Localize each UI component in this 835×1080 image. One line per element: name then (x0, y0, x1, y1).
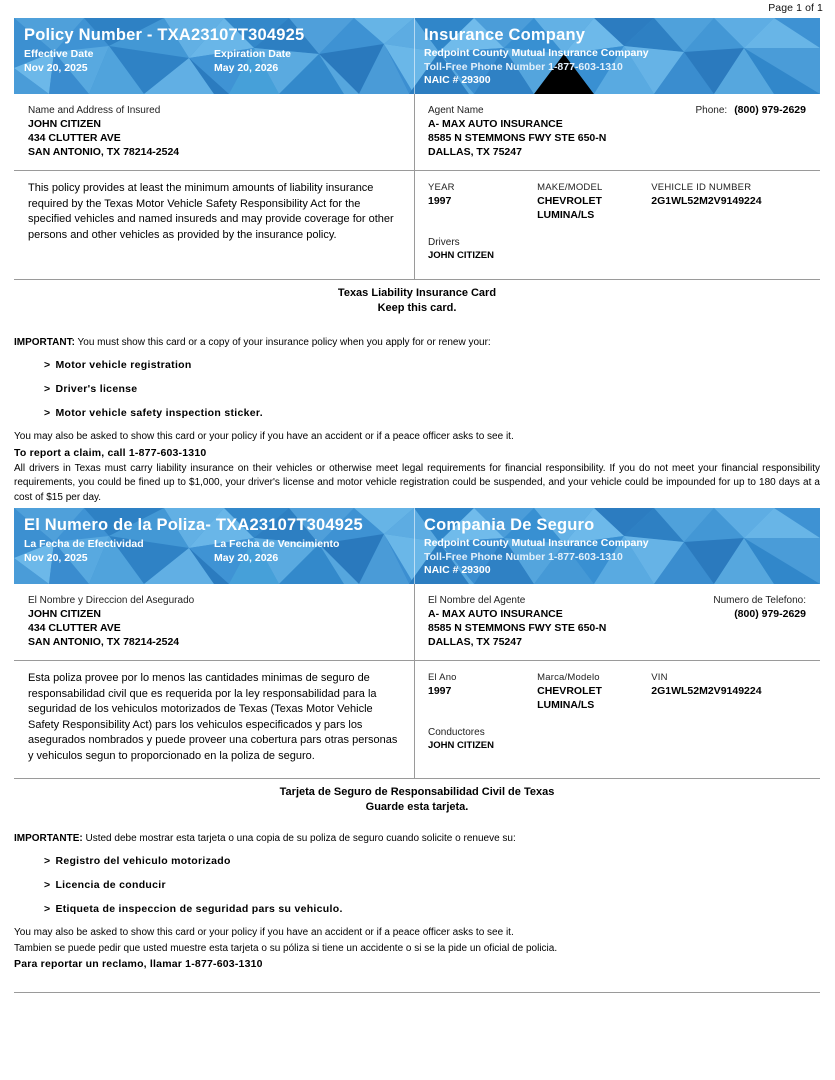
vehicle-year-value-es: 1997 (428, 685, 452, 697)
effective-date-label: Effective Date (24, 48, 94, 60)
description-and-vehicle-row (14, 171, 820, 280)
spanish-card-title (14, 785, 820, 815)
spanish-card-header-band (14, 508, 820, 584)
header-band-divider (414, 18, 415, 94)
insured-address-line1-es: 434 CLUTTER AVE (28, 622, 121, 634)
requirement-bullet-label-es: Registro del vehiculo motorizado (55, 855, 231, 867)
naic-number-es: NAIC # 29300 (424, 564, 491, 576)
page-indicator: Page 1 of 1 (768, 2, 823, 14)
agent-address-line2-es: DALLAS, TX 75247 (428, 636, 522, 648)
vehicle-make-value-es: CHEVROLET (537, 685, 602, 697)
drivers-value-es: JOHN CITIZEN (428, 740, 494, 751)
drivers-label: Drivers (428, 237, 460, 248)
arrow-icon: > (44, 407, 51, 419)
policy-description-cell (14, 171, 414, 279)
agent-address-line1: 8585 N STEMMONS FWY STE 650-N (428, 132, 607, 144)
agent-phone-value: (800) 979-2629 (734, 104, 806, 116)
agent-name: A- MAX AUTO INSURANCE (428, 118, 563, 130)
agent-address-line1-es: 8585 N STEMMONS FWY STE 650-N (428, 622, 607, 634)
vehicle-vin-label: VEHICLE ID NUMBER (651, 182, 752, 193)
requirement-bullet-label: Driver's license (55, 383, 138, 395)
agent-label-es: El Nombre del Agente (428, 595, 526, 606)
important-notice-line-es (14, 832, 820, 846)
important-notice-line (14, 336, 820, 350)
naic-number: NAIC # 29300 (424, 74, 491, 86)
requirement-bullet (44, 382, 820, 396)
expiration-date-value: May 20, 2026 (214, 62, 279, 74)
requirement-bullet-label: Motor vehicle registration (55, 359, 192, 371)
insurance-company-block-es (414, 508, 820, 584)
agent-header-es (428, 594, 810, 649)
requirement-bullet (44, 406, 820, 420)
arrow-icon: > (44, 879, 51, 891)
insured-and-agent-row-es (14, 584, 820, 661)
legal-paragraph: All drivers in Texas must carry liability insurance on their vehicles or otherwise meet legal requirements for financial responsibility. If you do not meet your financial responsibility requirements, you could be fined up to $1,000, your driver's license and motor vehicle registration could be suspended, and your vehicle could be impounded for up to 180 days at a cost of $15 per day. (14, 462, 820, 503)
vehicle-year-block-es (428, 671, 537, 712)
spanish-notices (14, 832, 820, 973)
insurance-company-block (414, 18, 820, 94)
vehicle-year-label: YEAR (428, 182, 455, 193)
requirement-bullet-es (44, 854, 820, 868)
vehicle-year-value: 1997 (428, 195, 452, 207)
policy-number-title: Policy Number - TXA23107T304925 (24, 26, 305, 44)
vehicle-vin-value-es: 2G1WL52M2V9149224 (651, 685, 762, 697)
agent-name-es: A- MAX AUTO INSURANCE (428, 608, 563, 620)
tollfree-phone-line (424, 61, 810, 75)
insured-address-line2-es: SAN ANTONIO, TX 78214-2524 (28, 636, 180, 648)
insurance-company-title-es: Compania De Seguro (424, 516, 595, 534)
spanish-insurance-card (14, 508, 820, 815)
expiration-date-block (214, 47, 404, 75)
vehicle-make-label-es: Marca/Modelo (537, 672, 600, 683)
vehicle-grid (428, 181, 810, 222)
expiration-date-label: Expiration Date (214, 48, 292, 60)
insured-cell-es (14, 584, 414, 660)
vehicle-cell-es (414, 661, 820, 778)
expiration-date-value-es: May 20, 2026 (214, 552, 279, 564)
important-text: You must show this card or a copy of your insurance policy when you apply for or renew your: (74, 337, 491, 348)
requirement-bullet-label-es: Etiqueta de inspeccion de seguridad pars su vehiculo. (55, 903, 343, 915)
effective-date-label-es: La Fecha de Efectividad (24, 538, 144, 550)
agent-phone-label-es: Numero de Telefono: (713, 595, 806, 606)
vehicle-model-value: LUMINA/LS (537, 209, 595, 221)
header-band-divider (414, 508, 415, 584)
also-asked-line-en: You may also be asked to show this card or your policy if you have an accident or if a peace officer asks to see it. (14, 927, 514, 938)
vehicle-vin-block (651, 181, 810, 222)
insured-label-es: El Nombre y Direccion del Asegurado (28, 595, 195, 606)
agent-phone-es (713, 594, 810, 621)
english-notices (14, 336, 820, 505)
also-asked-line-es: Tambien se puede pedir que usted muestre esta tarjeta o su póliza si tiene un accidente o si se la pide un oficial de policia. (14, 942, 558, 954)
tollfree-phone-value-es: 1-877-603-1310 (548, 550, 623, 563)
row-divider (414, 171, 415, 279)
tollfree-phone-value: 1-877-603-1310 (548, 60, 623, 73)
vehicle-year-block (428, 181, 537, 222)
also-asked-line: You may also be asked to show this card or your policy if you have an accident or if a peace officer asks to see it. (14, 431, 514, 442)
drivers-label-es: Conductores (428, 727, 485, 738)
card-title-line2-es: Guarde esta tarjeta. (365, 801, 469, 813)
requirement-bullet-label: Motor vehicle safety inspection sticker. (55, 407, 263, 419)
effective-date-block-es (24, 537, 214, 565)
insurance-company-name: Redpoint County Mutual Insurance Company (424, 47, 649, 59)
expiration-date-label-es: La Fecha de Vencimiento (214, 538, 340, 550)
agent-phone-value-es: (800) 979-2629 (734, 608, 806, 620)
agent-label: Agent Name (428, 105, 484, 116)
vehicle-vin-value: 2G1WL52M2V9149224 (651, 195, 762, 207)
insured-address-line1: 434 CLUTTER AVE (28, 132, 121, 144)
vehicle-make-block (537, 181, 651, 222)
report-claim-line-es: Para reportar un reclamo, llamar 1-877-603-1310 (14, 958, 263, 970)
insured-address-line2: SAN ANTONIO, TX 78214-2524 (28, 146, 180, 158)
drivers-value: JOHN CITIZEN (428, 250, 494, 261)
policy-summary-block-es (14, 508, 414, 584)
effective-date-value-es: Nov 20, 2025 (24, 552, 88, 564)
policy-description-text-es: Esta poliza provee por lo menos las cantidades minimas de seguro de responsabilidad civil que es requerida por la ley responsabilidad para la seguridad de los vehiculos motorizados de Texas (Texas Motor Vehicle Safety Responsibility Act) pars los vehiculos especificados y pars los asegurados nombrados y puede proveer una cobertura pars otras personas y vehiculos segun to proporcionado en la poliza de seguro. (28, 672, 398, 762)
insured-label: Name and Address of Insured (28, 105, 161, 116)
row-divider (414, 94, 415, 170)
agent-phone (695, 104, 810, 116)
insured-cell (14, 94, 414, 170)
agent-cell (414, 94, 820, 170)
card-title-line2: Keep this card. (377, 302, 457, 314)
policy-dates-es (24, 537, 404, 565)
card-title-line1: Texas Liability Insurance Card (337, 287, 497, 299)
agent-phone-label: Phone: (695, 105, 728, 116)
vehicle-grid-es (428, 671, 810, 712)
insured-and-agent-row (14, 94, 820, 171)
policy-description-cell-es (14, 661, 414, 778)
tollfree-phone-line-es (424, 551, 810, 565)
agent-address-line2: DALLAS, TX 75247 (428, 146, 522, 158)
bottom-divider (14, 992, 820, 993)
requirement-bullet-es (44, 902, 820, 916)
agent-header (428, 104, 810, 117)
effective-date-block (24, 47, 214, 75)
agent-cell-es (414, 584, 820, 660)
vehicle-make-value: CHEVROLET (537, 195, 602, 207)
arrow-icon: > (44, 359, 51, 371)
row-divider (414, 584, 415, 660)
drivers-block-es (428, 726, 810, 753)
policy-summary-block (14, 18, 414, 94)
insured-name-es: JOHN CITIZEN (28, 608, 101, 620)
vehicle-cell (414, 171, 820, 279)
description-and-vehicle-row-es (14, 661, 820, 779)
requirement-bullet-es (44, 878, 820, 892)
important-text-es: Usted debe mostrar esta tarjeta o una copia de su poliza de seguro cuando solicite o renueve su: (82, 833, 516, 844)
insurance-company-title: Insurance Company (424, 26, 586, 44)
policy-number-title-es: El Numero de la Poliza- TXA23107T304925 (24, 516, 363, 534)
tollfree-phone-label-es: Toll-Free Phone Number (424, 550, 546, 563)
vehicle-vin-label-es: VIN (651, 672, 668, 683)
important-label: IMPORTANT: (14, 337, 75, 348)
english-insurance-card (14, 18, 820, 316)
vehicle-make-label: MAKE/MODEL (537, 182, 603, 193)
tollfree-phone-label: Toll-Free Phone Number (424, 60, 546, 73)
vehicle-model-value-es: LUMINA/LS (537, 699, 595, 711)
row-divider (414, 661, 415, 778)
important-label-es: IMPORTANTE: (14, 833, 83, 844)
vehicle-make-block-es (537, 671, 651, 712)
requirement-bullet (44, 358, 820, 372)
effective-date-value: Nov 20, 2025 (24, 62, 88, 74)
arrow-icon: > (44, 903, 51, 915)
arrow-icon: > (44, 855, 51, 867)
drivers-block (428, 236, 810, 263)
expiration-date-block-es (214, 537, 404, 565)
insured-name: JOHN CITIZEN (28, 118, 101, 130)
policy-dates (24, 47, 404, 75)
english-card-header-band (14, 18, 820, 94)
report-claim-line: To report a claim, call 1-877-603-1310 (14, 446, 207, 459)
requirement-bullet-label-es: Licencia de conducir (55, 879, 166, 891)
card-title-line1-es: Tarjeta de Seguro de Responsabilidad Civil de Texas (279, 786, 555, 798)
vehicle-vin-block-es (651, 671, 810, 712)
insurance-company-name-es: Redpoint County Mutual Insurance Company (424, 537, 649, 549)
policy-description-text: This policy provides at least the minimum amounts of liability insurance required by the Texas Motor Vehicle Safety Responsibility Act for the specified vehicles and named insureds and may provide coverage for other persons and other vehicles as provided by the insurance policy. (28, 182, 394, 241)
vehicle-year-label-es: El Ano (428, 672, 457, 683)
arrow-icon: > (44, 383, 51, 395)
english-card-title (14, 286, 820, 316)
